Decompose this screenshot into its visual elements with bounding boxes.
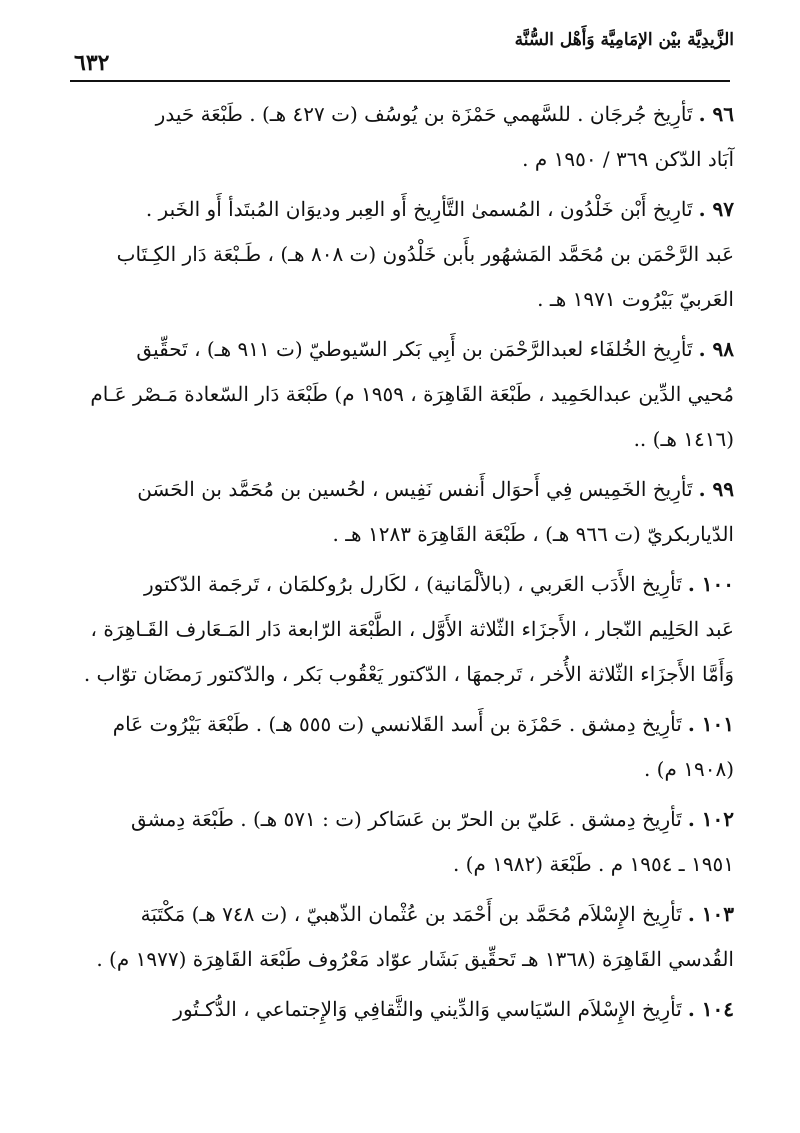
header-rule [70, 80, 730, 82]
bibliography-entry-104 [70, 987, 734, 1032]
running-title: الزَّيدِيَّة بيْن الإمَامِيَّة وَأَهْل السُّنَّة [514, 30, 734, 50]
entry-text-line: تَأرِيخ الأَدَب العَربي ، (بالألْمَانية) ، لكَارل برُوكلمَان ، تَرجَمة الدّكتور [143, 572, 682, 596]
entry-number: ٩٧ . [698, 197, 734, 221]
entry-text-line: تَأرِيخ الإِسْلاَم مُحَمَّد بن أَحْمَد بن عُثْمان الذّهبيّ ، (ت ٧٤٨ هـ) مَكْتَبَة [140, 902, 682, 926]
bibliography-entry-101 [70, 702, 734, 792]
entry-number: ١٠٤ . [687, 997, 734, 1021]
entry-text-line: تَأرِيخ جُرجَان . للسَّهمي حَمْزَة بن يُوسُف (ت ٤٢٧ هـ) . طَبْعَة حَيدر [155, 102, 693, 126]
entry-number: ٩٩ . [698, 477, 734, 501]
entry-text-line: تَأرِيخ الخَمِيس فِي أَحوَال أَنفس نَفِيس ، لحُسين بن مُحَمَّد بن الحَسَن [137, 477, 693, 501]
bibliography-entry-103 [70, 892, 734, 982]
entry-number: ١٠١ . [687, 712, 734, 736]
entry-text-line: القُدسي القَاهِرَة (١٣٦٨ هـ تَحقِّيق بَشَار عوّاد مَعْرُوف طَبْعَة القَاهِرَة (١٩٧٧ م) . [96, 947, 734, 971]
entry-text-line: تَأرِيخ الإِسْلاَم السّيَاسي وَالدِّيني والثَّقافِي وَالإِجتماعي ، الدُّكـتُور [173, 997, 682, 1021]
bibliography-entry-97 [70, 187, 734, 322]
entry-text-line: تَأرِيخ دِمشق . حَمْزَة بن أَسد القَلانسي (ت ٥٥٥ هـ) . طَبْعَة بَيْرُوت عَام [112, 712, 682, 736]
entry-text-line: عَبد الرَّحْمَن بن مُحَمَّد المَشهُور بأَبن خَلْدُون (ت ٨٠٨ هـ) ، طَـبْعَة دَار الكِـتَاب [116, 242, 734, 266]
entry-text-line: العَربيّ بَيْرُوت ١٩٧١ هـ . [537, 287, 734, 311]
bibliography-entry-100 [70, 562, 734, 697]
bibliography-entry-99 [70, 467, 734, 557]
bibliography-entry-98 [70, 327, 734, 462]
entry-text-line: عَبد الحَلِيم النّجار ، الأَجزَاء الثّلاثة الأَوَّل ، الطَّبْعَة الرّابعة دَار المَـعَارف القَـاهِرَة ، [90, 617, 734, 641]
entry-text-line: مُحيي الدِّين عبدالحَمِيد ، طَبْعَة القَاهِرَة ، ١٩٥٩ م) طَبْعَة دَار السّعادة مَـصْر عَـام [90, 382, 734, 406]
bibliography-entry-102 [70, 797, 734, 887]
bibliography-entry-96 [70, 92, 734, 182]
entry-number: ١٠٣ . [687, 902, 734, 926]
bibliography-list [70, 92, 734, 1037]
entry-text-line: تَأرِيخ الخُلفَاء لعبدالرَّحْمَن بن أَبِي بَكر السّيوطيّ (ت ٩١١ هـ) ، تَحقِّيق [136, 337, 693, 361]
entry-text-line: تَأرِيخ دِمشق . عَليّ بن الحرّ بن عَسَاكر (ت : ٥٧١ هـ) . طَبْعَة دِمشق [131, 807, 682, 831]
entry-text-line: (١٩٠٨ م) . [643, 757, 734, 781]
entry-text-line: آبَاد الدّكن ٣٦٩ / ١٩٥٠ م . [522, 147, 734, 171]
entry-text-line: ١٩٥١ ـ ١٩٥٤ م . طَبْعَة (١٩٨٢ م) . [452, 852, 734, 876]
entry-text-line: وَأَمَّا الأَجزَاء الثّلاثة الأُخر ، تَرجمهَا ، الدّكتور يَعْقُوب بَكر ، والدّكتور رَمضَان توّاب . [83, 662, 734, 686]
entry-text-line: (١٤١٦ هـ) .. [633, 427, 734, 451]
page-number: ٦٣٢ [74, 50, 110, 76]
entry-text-line: تَارِيخ أَبْن خَلْدُون ، المُسمىٰ التَّأرِيخ أَو العِبر وديوَان المُبتَدأ أَو الخَبر . [145, 197, 693, 221]
entry-number: ١٠٢ . [687, 807, 734, 831]
entry-text-line: الدّياربكريّ (ت ٩٦٦ هـ) ، طَبْعَة القَاهِرَة ١٢٨٣ هـ . [332, 522, 734, 546]
entry-number: ٩٦ . [698, 102, 734, 126]
entry-number: ١٠٠ . [687, 572, 734, 596]
entry-number: ٩٨ . [698, 337, 734, 361]
